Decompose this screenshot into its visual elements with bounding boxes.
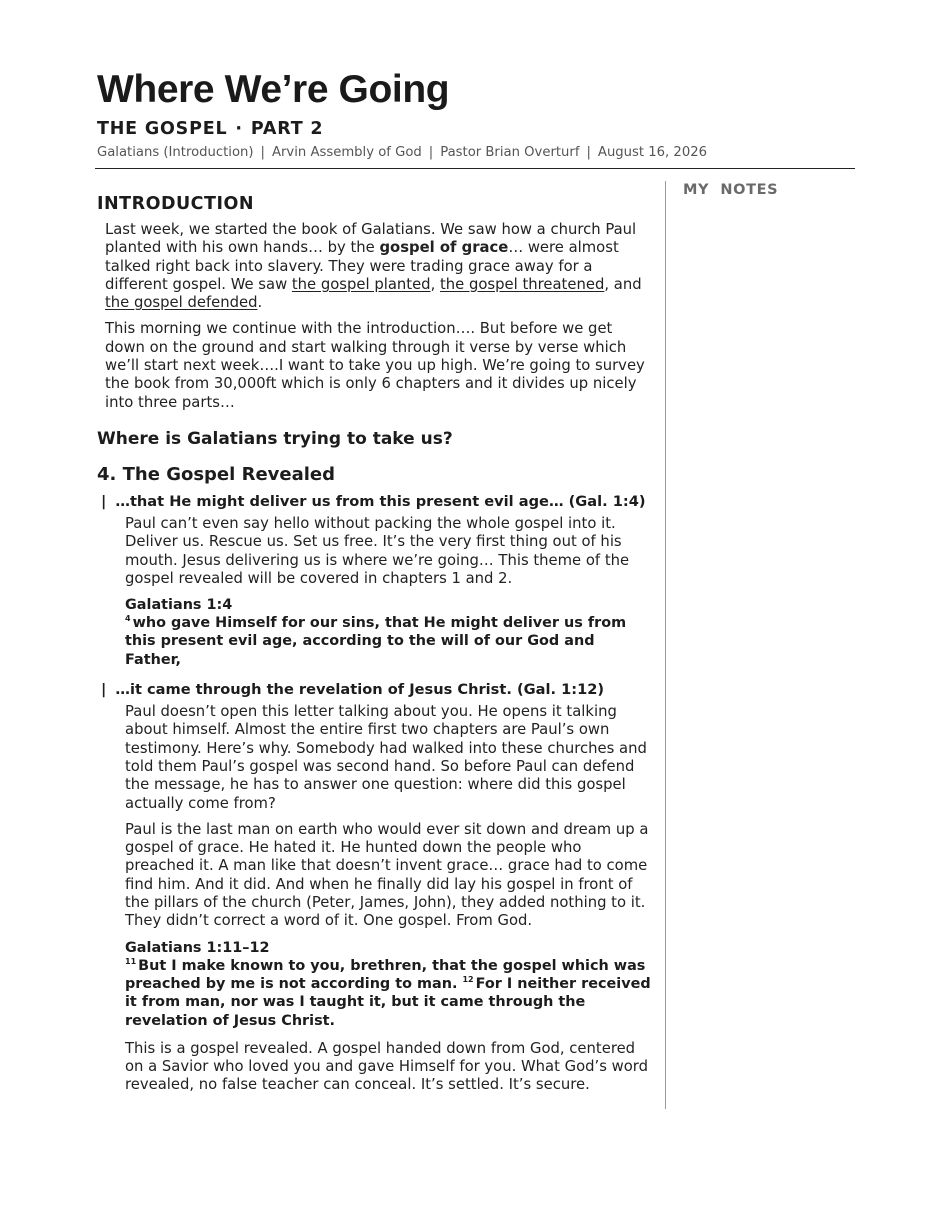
verse-body: For I neither received it from man, nor was I taught it, but it came through the revelation of Jesus Christ. [125,975,651,1029]
meta-separator: | [428,145,434,160]
verse-body: But I make known to you, brethren, that the gospel which was preached by me is not according to man. [125,957,646,992]
verse-reference: Galatians 1:4 [125,597,233,614]
sermon-title: Where We’re Going [97,68,450,111]
series-part: PART 2 [250,119,324,139]
point-bar-marker: | [101,681,107,699]
verse-number: 12 [462,974,474,984]
gospel-threatened-underline: the gospel threatened [440,275,605,293]
meta-pastor: Pastor Brian Overturf [440,145,580,160]
verse-reference: Galatians 1:11–12 [125,939,270,956]
verse-body: who gave Himself for our sins, that He might deliver us from this present evil age, according to the will of our God and Father, [125,615,627,668]
point-title: …it came through the revelation of Jesus Christ. (Gal. 1:12) [115,681,605,699]
meta-passage: Galatians (Introduction) [97,145,254,160]
guiding-question: Where is Galatians trying to take us? [97,428,453,449]
series-line [97,119,323,139]
intro-paragraph-1 [105,221,650,312]
point-heading [101,681,657,699]
sermon-meta [97,145,707,160]
introduction-heading: INTRODUCTION [97,194,254,214]
point-heading [101,493,657,511]
intro-text: . [257,294,263,312]
gospel-planted-underline: the gospel planted [291,275,431,293]
intro-text: , [430,275,440,293]
intro-text: , and [604,275,642,293]
closing-paragraph: This is a gospel revealed. A gospel handed down from God, centered on a Savior who loved you and gave Himself for you. What God’s word revealed, no false teacher can conceal. It’s settled. It’s secure. [125,1039,648,1094]
point-paragraph: Paul doesn’t open this letter talking about you. He opens it talking about himself. Almost the entire first two chapters are Paul’s own testimony. Here’s why. Somebody had walked into these churches and told them Paul’s gospel was second hand. So before Paul can defend the message, he has to answer one question: where did this gospel actually come from? [125,703,647,812]
notes-column-divider [665,181,666,1109]
verse-text [125,957,653,1030]
meta-date: August 16, 2026 [597,145,707,160]
main-content [97,192,657,1095]
verse-number: 11 [125,956,137,966]
meta-separator: | [260,145,265,160]
meta-church: Arvin Assembly of God [271,145,422,160]
gospel-of-grace-emphasis: gospel of grace [379,239,509,257]
intro-text: … were almost talked right back into slavery. They were trading grace away for a different gospel. We saw [105,239,619,293]
intro-paragraph-2: This morning we continue with the introduction…. But before we get down on the ground and start walking through it verse by verse which we’ll start next week….I want to take you up high. We’re going to survey the book from 30,000ft which is only 6 chapters and it divides up nicely into three parts… [105,320,645,411]
meta-separator: | [586,145,591,160]
intro-text: Last week, we started the book of Galatians. We saw how a church Paul planted with his own hands… by the [105,221,637,257]
point-paragraph: Paul can’t even say hello without packing the whole gospel into it. Deliver us. Rescue us. Set us free. It’s the very first thing out of his mouth. Jesus delivering us is where we’re going… This theme of the gospel revealed will be covered in chapters 1 and 2. [125,514,630,587]
series-name: THE GOSPEL [97,119,228,139]
point-title: …that He might deliver us from this present evil age… (Gal. 1:4) [115,492,646,510]
section-heading: 4. The Gospel Revealed [97,463,335,485]
header-divider [95,168,855,169]
verse-text [125,614,653,669]
verse-number: 4 [125,614,131,624]
point-paragraph: Paul is the last man on earth who would ever sit down and dream up a gospel of grace. He hated it. He hunted down the people who preached it. A man like that doesn’t invent grace… grace had to come find him. And it did. And when he finally did lay his gospel in front of the pillars of the church (Peter, James, John), they added nothing to it. They didn’t correct a word of it. One gospel. From God. [125,820,649,930]
point-bar-marker: | [101,492,107,510]
series-separator-dot: · [235,119,243,139]
gospel-defended-underline: the gospel defended [105,294,258,312]
my-notes-label: MY NOTES [683,182,779,198]
